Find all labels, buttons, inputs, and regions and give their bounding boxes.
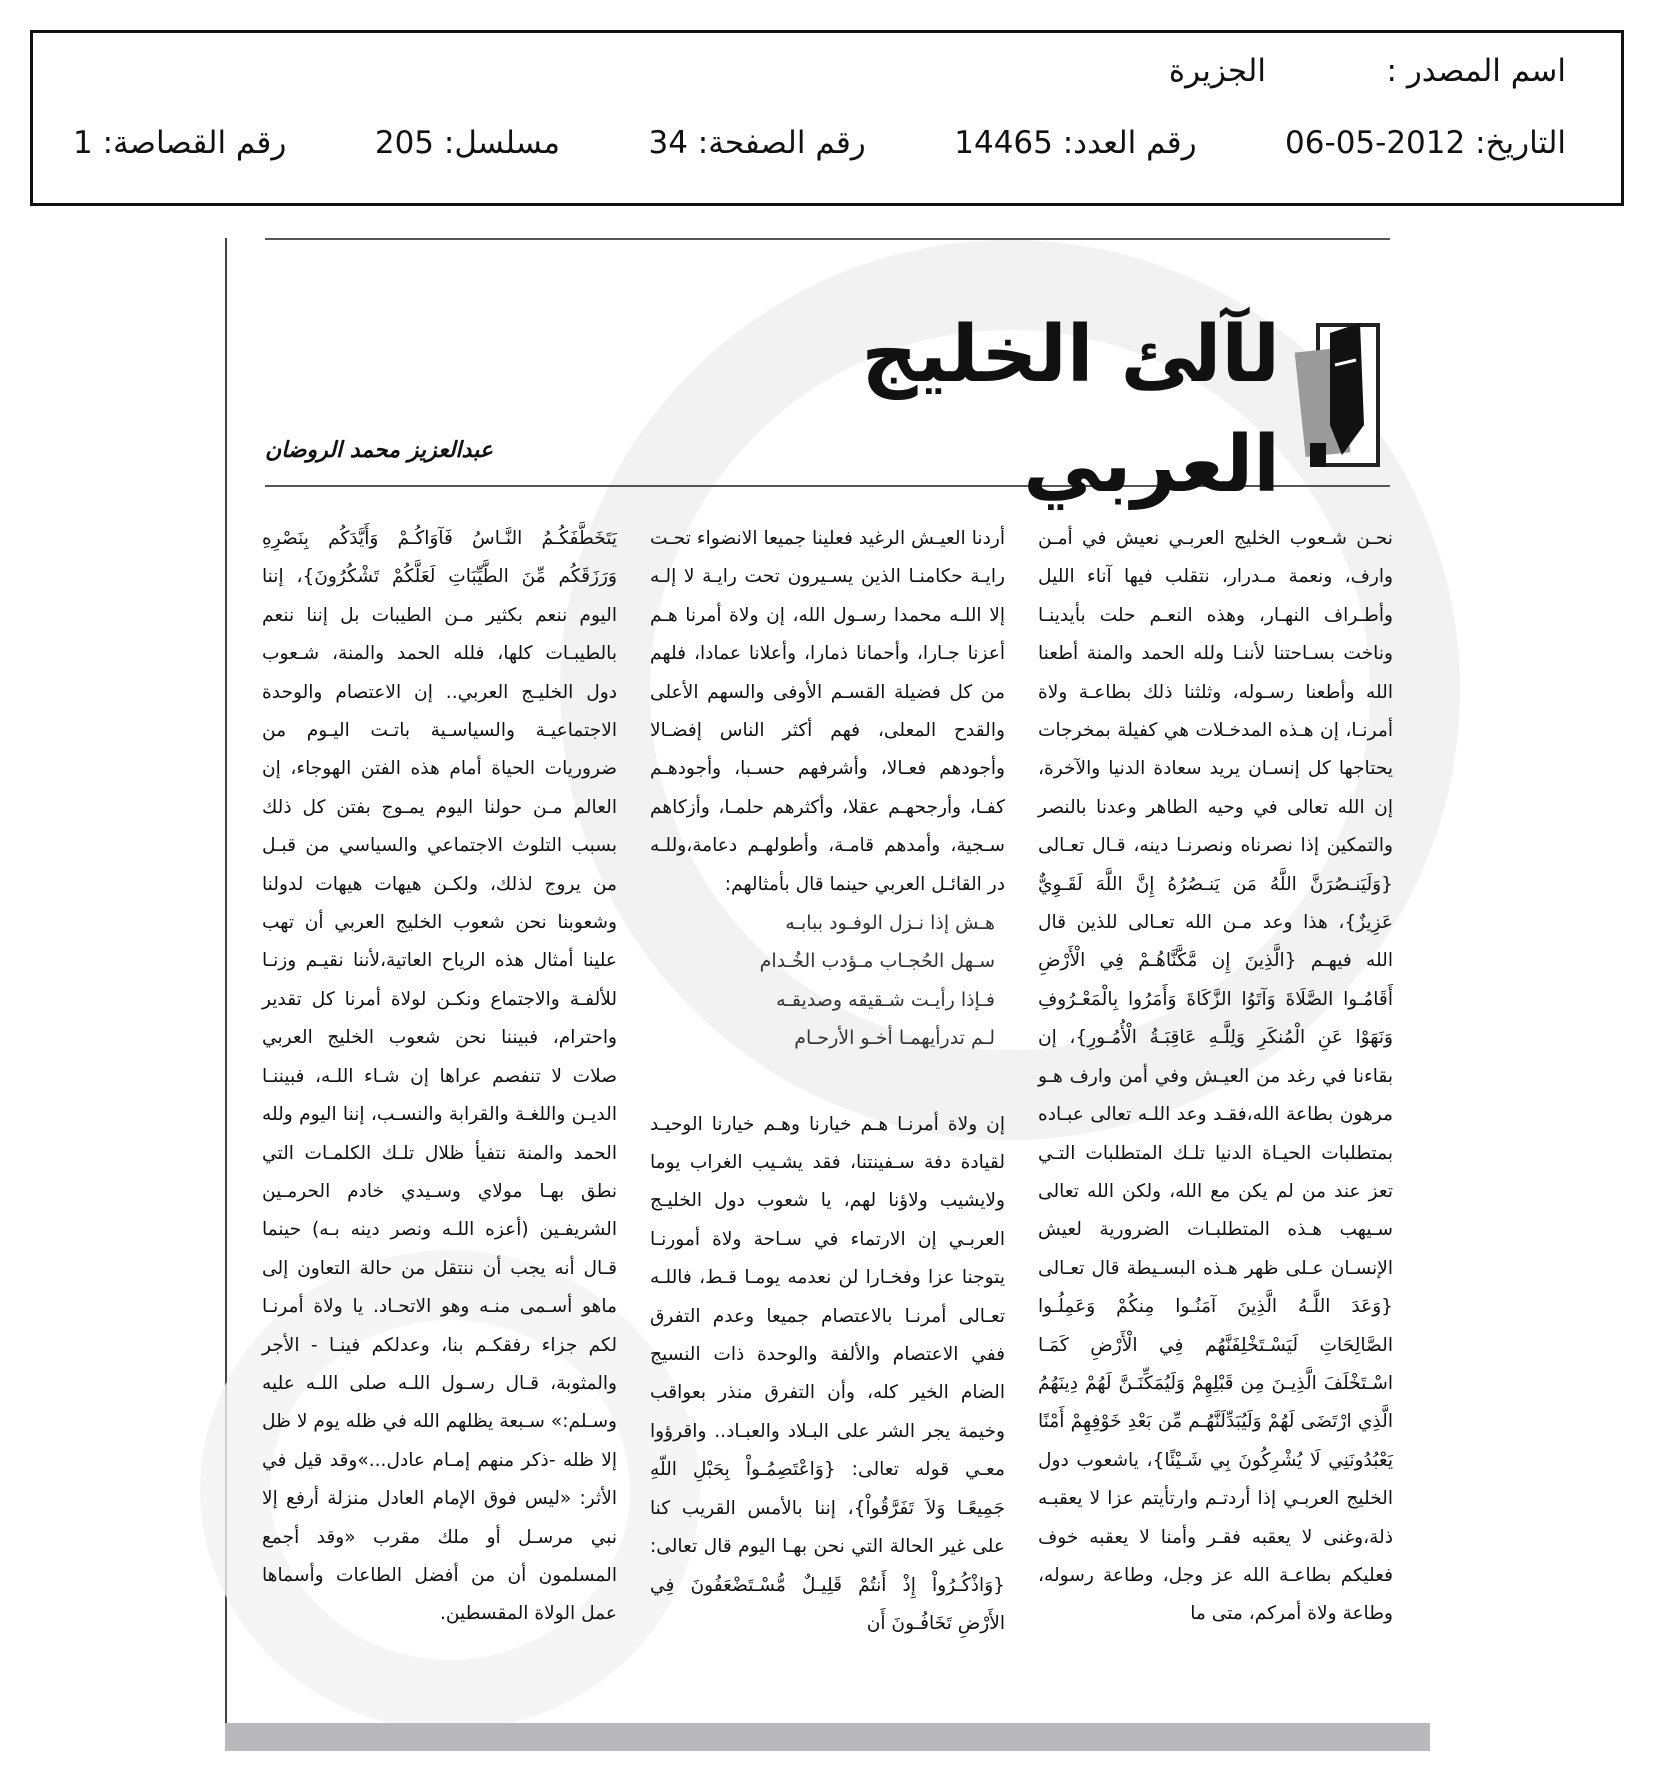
column-3-text: يَتَخَطَّفَكُـمُ النَّـاسُ فَآوَاكُـمْ وَأَيَّدَكُم بِنَصْرِهِ وَرَزَقَكُم مِّنَ الطَّيِّبَاتِ لَعَلَّكُمْ تَشْكُرُونَ}، إننا اليوم ننعم بكثير مـن الطيبات بل إننا ننعم بالطيبـات كلها، فلله الحمد والمنة، شـعوب دول الخليـج العربي.. إن الاعتصام والوحدة الاجتماعيـة والسياسـية باتـت اليـوم من ضروريات الحياة أمام هذه الفتن الهوجاء، إن العالم مـن حولنا اليوم يمـوج بفتن كل ذلك بسبب التلوث الاجتماعي والسياسي من قبـل من يروج لذلك، ولكـن هيهات هيهات لدولنا وشعوبنا نحن شعوب الخليج العربي أن تهب علينا أمثال هذه الرياح العاتية،لأننا نقيـم وزنـا للألفـة والاجتماع ونكـن لولاة أمرنا كل تقدير واحترام، فبيننا نحن شعوب الخليج العربي صلات لا تنفصم عراها إن شـاء اللـه، فبيننـا الديـن واللغـة والقرابة والنسـب، إننا اليوم ولله الحمد والمنة نتفيأ ظلال تلـك الكلمـات التي نطق بهـا مولاي وسـيدي خادم الحرمـين الشريفـين (أعزه اللـه ونصر دينه بـه) حينما قـال أنه يجب أن ننتقل من حالة التعاون إلى ماهو أسـمى منـه وهو الاتحـاد. يا ولاة أمرنـا لكم جزاء رفقكـم بنا، وعدلكم فينـا - الأجر والمثوبة، قـال رسـول اللـه صلى اللـه عليه وسـلم:» سـبعة يظلهم الله في ظله يوم لا ظل إلا ظله -ذكر منهم إمـام عادل...»وقد قيل في الأثر: «ليس فوق الإمام العادل منزلة أرفع إلا نبي مرسـل أو ملك مقرب «وقد أجمع المسلمون أن من أفضل الطاعات وأسماها عمل الولاة المقسطين. — [262, 528, 617, 1625]
top-rule — [265, 238, 1390, 240]
source-row — [73, 53, 1566, 89]
poem-block — [650, 904, 1005, 1058]
clipping-footer-bar — [225, 1723, 1430, 1751]
metadata-box — [30, 30, 1624, 206]
date-field: التاريخ: 2012-05-06 — [1285, 125, 1566, 161]
column-2-text-top: أردنا العيـش الرغيد فعلينا جميعا الانضواء تحـت رايـة حكامنـا الذين يسـيرون تحت رايـة لا إلـه إلا اللـه محمدا رسـول الله، إن ولاة أمرنا هـم أعزنا جـارا، وأحمانا ذمارا، وأعلانا عمادا، فلهم من كل فضيلة القسـم الأوفى والسهم الأعلى والقدح المعلى، فهم أكثر الناس إفضـالا وأجودهم فعـالا، وأشرفهم حسـبا، وأجودهـم كفـا، وأرجحهـم عقلا، وأكثرهم حلمـا، وأزكاهم سـجية، وأمدهم قامـة، وأطولهـم دعامة،وللـه در القائـل العربي حينما قال بأمثالهم: — [650, 528, 1005, 895]
serial-field: مسلسل: 205 — [374, 125, 560, 161]
poem-line: هـش إذا نـزل الوفـود ببابـه — [785, 912, 995, 935]
details-row — [73, 125, 1566, 161]
author-byline: عبدالعزيز محمد الروضان — [265, 438, 493, 463]
column-1-text: نحـن شـعوب الخليج العربـي نعيش في أمـن وارف، ونعمة مـدرار، نتقلب فيها آناء الليل وأطـراف النهـار، وهذه النعـم حلت بأيدينـا وناخت بسـاحتنا لأننـا ولله الحمد والمنة أطعنا الله وأطعنا رسـوله، وثلثنا ذلك بطاعـة ولاة أمرنـا، إن هـذه المدخـلات هي كفيلة بمخرجات يحتاجها كل إنسـان يريد سعادة الدنيا والآخرة، إن الله تعالى في وحيه الطاهر وعدنا بالنصر والتمكين إذا نصرناه ونصرنـا دينه، قـال تعـالى {وَلَيَنـصُرَنَّ اللَّهُ مَن يَنـصُرُهُ إِنَّ اللَّهَ لَقَـوِيٌّ عَزِيزٌ}، هذا وعد مـن الله تعـالى للذين قال الله فيهـم {الَّذِينَ إِن مَّكَّنَّاهُـمْ فِي الْأَرْضِ أَقَامُـوا الصَّلَاةَ وَآتَوُا الزَّكَاةَ وَأَمَرُوا بِالْمَعْـرُوفِ وَنَهَوْا عَنِ الْمُنكَرِ وَلِلَّـهِ عَاقِبَـةُ الْأُمُـورِ}، إن بقاءنا في رغد من العيـش وفي أمن وارف هـو مرهون بطاعة الله،فقـد وعد اللـه تعالى عبـاده بمتطلبات الحيـاة الدنيا تلـك المتطلبات التـي تعز عند من لم يكن مع الله، ولكن الله تعالى سـيهب هـذه المتطلبـات الضرورية لعيش الإنسـان عـلى ظهر هـذه البسـيطة قال تعـالى {وَعَدَ اللَّـهُ الَّذِينَ آمَنُـوا مِنكُمْ وَعَمِلُـوا الصَّالِحَاتِ لَيَسْـتَخْلِفَنَّهُم فِي الْأَرْضِ كَمَـا اسْـتَخْلَفَ الَّذِيـنَ مِن قَبْلِهِمْ وَلَيُمَكِّنَـنَّ لَهُمْ دِينَهُمُ الَّذِي ارْتَضَى لَهُمْ وَلَيُبَدِّلَنَّهُـم مِّن بَعْدِ خَوْفِهِمْ أَمْنًا يَعْبُدُونَنِي لَا يُشْرِكُونَ بِي شَـيْئًا}، ياشعوب دول الخليج العربـي إذا أردتـم وارتأيتم عزا لا يعقبـه ذلة،وغنى لا يعقبه فقـر وأمنا لا يعقبه خوف فعليكم بطاعـة الله عز وجل، وطاعة رسوله، وطاعة ولاة أمركم، متى ما — [1038, 528, 1393, 1625]
article-column-3 — [262, 520, 617, 1634]
page-field: رقم الصفحة: 34 — [648, 125, 866, 161]
source-label: اسم المصدر : — [1386, 53, 1566, 89]
pen-icon — [1290, 305, 1390, 475]
clip-number-field: رقم القصاصة: 1 — [73, 125, 287, 161]
column-2-text-bottom: إن ولاة أمرنـا هـم خيارنا وهـم خيارنا الوحيـد لقيادة دفة سـفينتنا، فقد يشـيب الغراب يوما ولايشيب ولاؤنا لهم، يا شعوب دول الخليـج العربـي إن الارتماء في سـاحة ولاة أمورنـا يتوجنا عزا وفخـارا لن نعدمه يومـا قـط، فاللـه تعـالى أمرنـا بالاعتصام جميعا وعدم التفرق ففي الاعتصام والألفة والوحدة ذات النسيج الضام الخير كله، وأن التفرق منذر بعواقب وخيمة يجر الشر على البـلاد والعبـاد.. واقرؤوا معـي قوله تعالى: {وَاعْتَصِمُـواْ بِحَبْلِ اللّهِ جَمِيعًـا وَلاَ تَفَرَّقُواْ}، إننا بالأمس القريب كنا على غير الحالة التي نحن بهـا اليوم قال تعالى: {وَاذْكُـرُواْ إِذْ أَنتُمْ قَلِيـلٌ مُّسْـتَضْعَفُونَ فِي الأَرْضِ تَخَافُـونَ أَن — [650, 1113, 1005, 1634]
source-value: الجزيرة — [1168, 53, 1266, 89]
article-column-2 — [650, 520, 1005, 1643]
paragraph-gap — [650, 1058, 1005, 1106]
issue-field: رقم العدد: 14465 — [954, 125, 1197, 161]
article-column-1 — [1038, 520, 1393, 1634]
poem-line: سـهل الحُجـاب مـؤدب الخُـدام — [759, 950, 995, 973]
poem-line: فـإذا رأيـت شـقيقه وصديقـه — [776, 988, 995, 1011]
poem-line: لـم تدرأيهمـا أخـو الأرحـام — [794, 1027, 995, 1050]
article-headline: لآلئ الخليج العربي — [861, 310, 1280, 510]
